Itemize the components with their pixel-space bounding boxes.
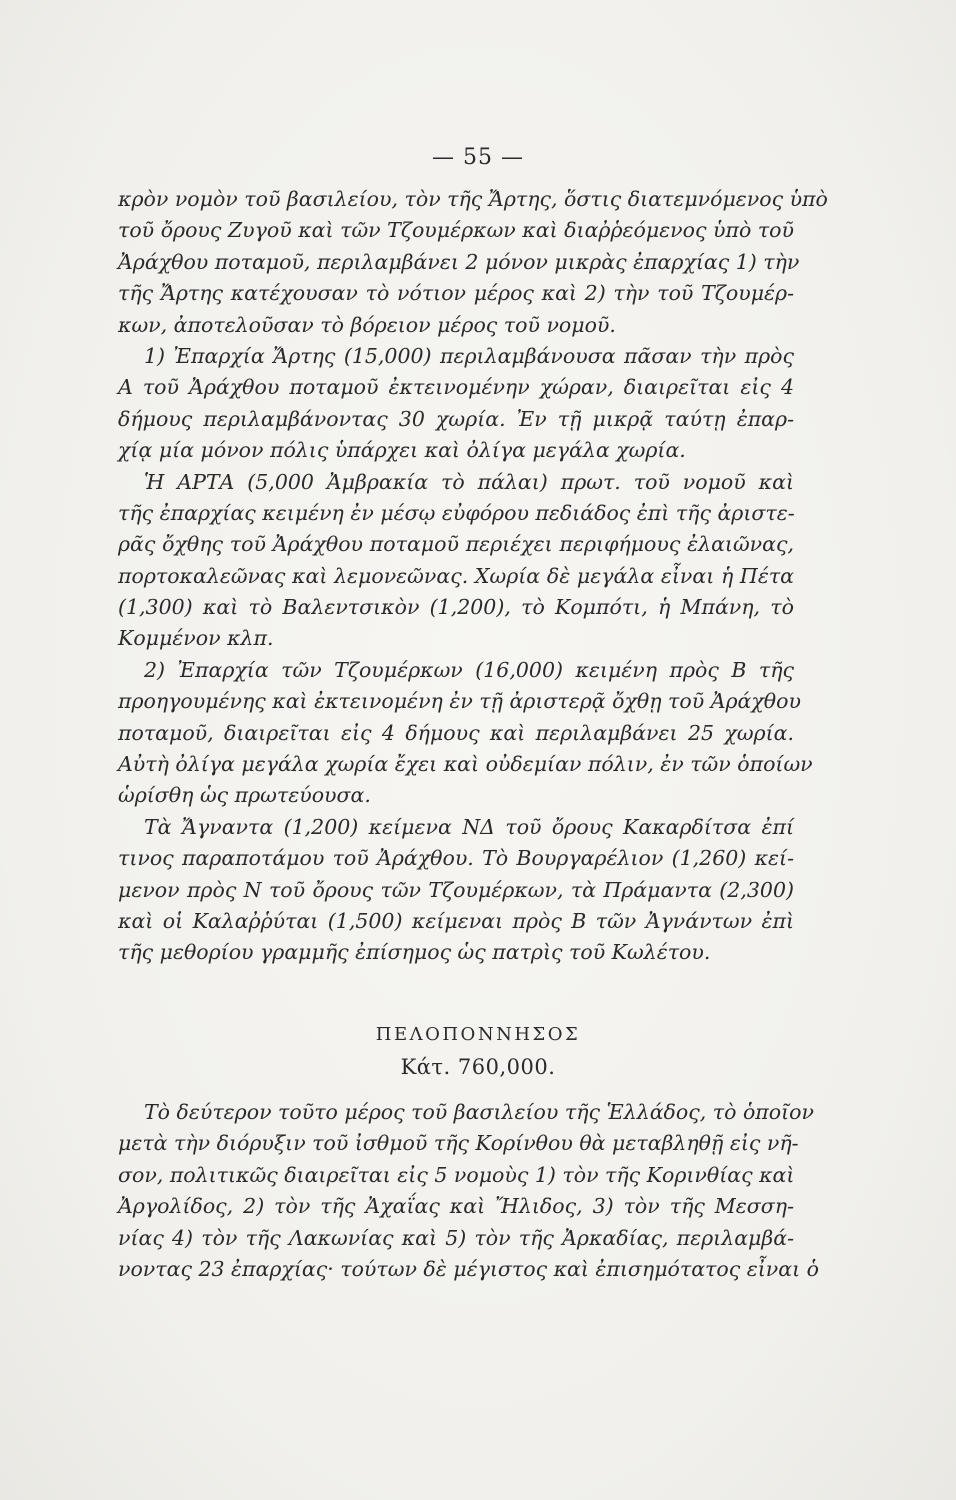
- body-text-part-2: [118, 1097, 819, 1285]
- text-line: χίᾳ μία μόνον πόλις ὑπάρχει καὶ ὀλίγα μεγάλα χωρία.: [118, 438, 686, 463]
- text-line: (1,300) καὶ τὸ Βαλεντσικὸν (1,200), τὸ Κομπότι, ἡ Μπάνη, τὸ: [118, 595, 794, 620]
- text-line: Κομμένον κλπ.: [118, 626, 274, 651]
- text-line: μενον πρὸς Ν τοῦ ὄρους τῶν Τζουμέρκων, τὰ Πράμαντα (2,300): [118, 877, 794, 902]
- text-line: Α τοῦ Ἀράχθου ποταμοῦ ἐκτεινομένην χώραν, διαιρεῖται εἰς 4: [118, 375, 794, 400]
- text-line: νίας 4) τὸν τῆς Λακωνίας καὶ 5) τὸν τῆς Ἀρκαδίας, περιλαμβά-: [118, 1225, 794, 1250]
- text-line: Ἀράχθου ποταμοῦ, περιλαμβάνει 2 μόνον μικρὰς ἐπαρχίας 1) τὴν: [118, 249, 800, 274]
- page-number: — 55 —: [432, 145, 524, 170]
- section-subheading: Κάτ. 760,000.: [400, 1055, 556, 1079]
- body-text-part-1: [118, 184, 828, 969]
- text-line: ὡρίσθη ὡς πρωτεύουσα.: [118, 783, 371, 808]
- text-line: κρὸν νομὸν τοῦ βασιλείου, τὸν τῆς Ἄρτης, ὅστις διατεμνόμενος ὑπὸ: [118, 187, 828, 211]
- text-line: πορτοκαλεῶνας καὶ λεμονεῶνας. Χωρία δὲ μεγάλα εἶναι ἡ Πέτα: [118, 563, 794, 588]
- text-line: Ἡ ΑΡΤΑ (5,000 Ἀμβρακία τὸ πάλαι) πρωτ. τοῦ νομοῦ καὶ: [144, 469, 794, 494]
- text-line: Τὸ δεύτερον τοῦτο μέρος τοῦ βασιλείου τῆς Ἑλλάδος, τὸ ὁποῖον: [144, 1100, 814, 1124]
- text-line: τινος παραποτάμου τοῦ Ἀράχθου. Τὸ Βουργαρέλιον (1,260) κεί-: [118, 846, 794, 871]
- text-line: 2) Ἐπαρχία τῶν Τζουμέρκων (16,000) κειμένη πρὸς Β τῆς: [144, 657, 794, 682]
- text-line: καὶ οἱ Καλαῤῥύται (1,500) κείμεναι πρὸς Β τῶν Ἀγνάντων ἐπὶ: [118, 908, 794, 933]
- text-line: τοῦ ὄρους Ζυγοῦ καὶ τῶν Τζουμέρκων καὶ διαῤῥεόμενος ὑπὸ τοῦ: [118, 218, 794, 243]
- text-line: ποταμοῦ, διαιρεῖται εἰς 4 δήμους καὶ περιλαμβάνει 25 χωρία.: [118, 720, 794, 745]
- text-line: δήμους περιλαμβάνοντας 30 χωρία. Ἐν τῇ μικρᾷ ταύτῃ ἐπαρ-: [118, 406, 794, 431]
- text-line: Αὐτὴ ὀλίγα μεγάλα χωρία ἔχει καὶ οὐδεμίαν πόλιν, ἐν τῶν ὁποίων: [118, 752, 813, 777]
- text-line: Τὰ Ἄγναντα (1,200) κείμενα ΝΔ τοῦ ὄρους Κακαρδίτσα ἐπί: [144, 814, 794, 839]
- text-line: προηγουμένης καὶ ἐκτεινομένη ἐν τῇ ἀριστερᾷ ὄχθῃ τοῦ Ἀράχθου: [118, 689, 801, 714]
- text-line: τῆς Ἄρτης κατέχουσαν τὸ νότιον μέρος καὶ 2) τὴν τοῦ Τζουμέρ-: [118, 281, 794, 306]
- text-line: νοντας 23 ἐπαρχίας· τούτων δὲ μέγιστος καὶ ἐπισημότατος εἶναι ὁ: [118, 1256, 819, 1281]
- text-line: 1) Ἐπαρχία Ἄρτης (15,000) περιλαμβάνουσα πᾶσαν τὴν πρὸς: [144, 343, 794, 368]
- text-line: Ἀργολίδος, 2) τὸν τῆς Ἀχαΐας καὶ Ἤλιδος, 3) τὸν τῆς Μεσση-: [118, 1194, 794, 1219]
- section-heading: ΠΕΛΟΠΟΝΝΗΣΟΣ: [375, 1024, 581, 1045]
- text-line: σον, πολιτικῶς διαιρεῖται εἰς 5 νομοὺς 1) τὸν τῆς Κορινθίας καὶ: [118, 1162, 795, 1187]
- text-line: κων, ἀποτελοῦσαν τὸ βόρειον μέρος τοῦ νομοῦ.: [118, 312, 616, 337]
- text-line: ρᾶς ὄχθης τοῦ Ἀράχθου ποταμοῦ περιέχει περιφήμους ἐλαιῶνας,: [118, 532, 794, 557]
- text-line: μετὰ τὴν διόρυξιν τοῦ ἰσθμοῦ τῆς Κορίνθου θὰ μεταβληθῇ εἰς νῆ-: [118, 1131, 799, 1156]
- text-line: τῆς ἐπαρχίας κειμένη ἐν μέσῳ εὐφόρου πεδιάδος ἐπὶ τῆς ἀριστε-: [118, 500, 795, 525]
- text-line: τῆς μεθορίου γραμμῆς ἐπίσημος ὡς πατρὶς τοῦ Κωλέτου.: [118, 940, 711, 965]
